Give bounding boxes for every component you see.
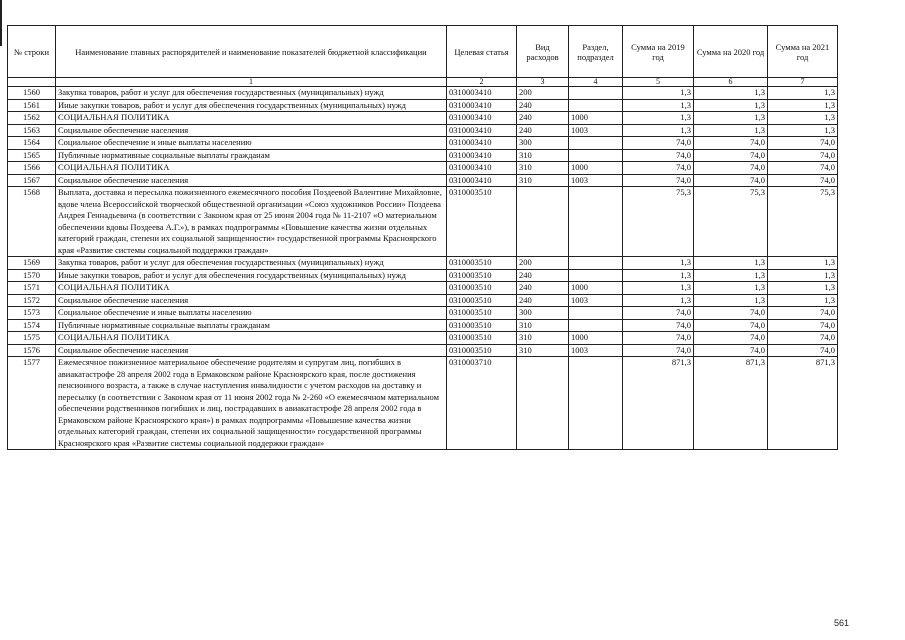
row-expense-type: 310 xyxy=(517,344,569,357)
row-sum-2019: 74,0 xyxy=(623,174,694,187)
table-row xyxy=(8,319,838,332)
table-row xyxy=(8,294,838,307)
row-expense-type: 200 xyxy=(517,87,569,100)
row-sum-2019: 74,0 xyxy=(623,307,694,320)
row-sum-2019: 74,0 xyxy=(623,162,694,175)
row-number: 1571 xyxy=(8,282,56,295)
page-edge-mark xyxy=(0,0,2,46)
row-target-article: 0310003510 xyxy=(447,294,517,307)
header-section: Раздел, подраздел xyxy=(569,26,623,78)
row-number: 1566 xyxy=(8,162,56,175)
row-name: Социальное обеспечение и иные выплаты населению xyxy=(56,307,447,320)
table-row xyxy=(8,257,838,270)
row-number: 1568 xyxy=(8,187,56,257)
header-name: Наименование главных распорядителей и наименование показателей бюджетной классификации xyxy=(56,26,447,78)
row-sum-2020: 74,0 xyxy=(694,137,768,150)
row-sum-2021: 75,3 xyxy=(768,187,838,257)
row-target-article: 0310003410 xyxy=(447,137,517,150)
row-target-article: 0310003410 xyxy=(447,99,517,112)
row-sum-2019: 74,0 xyxy=(623,332,694,345)
row-number: 1572 xyxy=(8,294,56,307)
table-row xyxy=(8,162,838,175)
row-number: 1562 xyxy=(8,112,56,125)
row-sum-2019: 1,3 xyxy=(623,112,694,125)
header-sum-2020: Сумма на 2020 год xyxy=(694,26,768,78)
row-target-article: 0310003510 xyxy=(447,269,517,282)
row-sum-2021: 74,0 xyxy=(768,332,838,345)
row-sum-2020: 1,3 xyxy=(694,257,768,270)
table-row xyxy=(8,87,838,100)
row-sum-2019: 1,3 xyxy=(623,269,694,282)
row-name: Закупка товаров, работ и услуг для обеспечения государственных (муниципальных) нужд xyxy=(56,87,447,100)
column-number: 2 xyxy=(447,78,517,87)
table-row xyxy=(8,282,838,295)
row-target-article: 0310003510 xyxy=(447,187,517,257)
row-sum-2020: 74,0 xyxy=(694,344,768,357)
table-row xyxy=(8,137,838,150)
row-sum-2020: 74,0 xyxy=(694,149,768,162)
table-row xyxy=(8,344,838,357)
row-target-article: 0310003410 xyxy=(447,87,517,100)
column-number: 4 xyxy=(569,78,623,87)
row-target-article: 0310003410 xyxy=(447,174,517,187)
row-sum-2020: 74,0 xyxy=(694,332,768,345)
row-section xyxy=(569,357,623,450)
row-sum-2021: 74,0 xyxy=(768,137,838,150)
row-sum-2020: 1,3 xyxy=(694,87,768,100)
row-sum-2019: 1,3 xyxy=(623,87,694,100)
row-sum-2021: 74,0 xyxy=(768,174,838,187)
row-sum-2021: 1,3 xyxy=(768,269,838,282)
row-target-article: 0310003410 xyxy=(447,162,517,175)
row-expense-type: 240 xyxy=(517,112,569,125)
row-sum-2019: 74,0 xyxy=(623,344,694,357)
row-section xyxy=(569,257,623,270)
row-sum-2020: 871,3 xyxy=(694,357,768,450)
row-number: 1565 xyxy=(8,149,56,162)
row-sum-2020: 74,0 xyxy=(694,162,768,175)
row-section xyxy=(569,187,623,257)
row-sum-2021: 74,0 xyxy=(768,344,838,357)
row-expense-type xyxy=(517,187,569,257)
row-sum-2019: 1,3 xyxy=(623,294,694,307)
row-sum-2021: 1,3 xyxy=(768,124,838,137)
row-target-article: 0310003510 xyxy=(447,282,517,295)
column-number: 1 xyxy=(56,78,447,87)
row-expense-type: 310 xyxy=(517,174,569,187)
row-sum-2021: 74,0 xyxy=(768,162,838,175)
row-section xyxy=(569,149,623,162)
row-section: 1000 xyxy=(569,282,623,295)
row-name: Иные закупки товаров, работ и услуг для обеспечения государственных (муниципальных) нужд xyxy=(56,99,447,112)
row-number: 1563 xyxy=(8,124,56,137)
header-row-number: № строки xyxy=(8,26,56,78)
header-row xyxy=(8,26,838,78)
row-name: Социальное обеспечение населения xyxy=(56,124,447,137)
row-target-article: 0310003710 xyxy=(447,357,517,450)
row-expense-type: 310 xyxy=(517,149,569,162)
row-sum-2021: 74,0 xyxy=(768,149,838,162)
row-name: Иные закупки товаров, работ и услуг для обеспечения государственных (муниципальных) нужд xyxy=(56,269,447,282)
row-sum-2021: 1,3 xyxy=(768,87,838,100)
row-expense-type: 240 xyxy=(517,99,569,112)
row-section: 1003 xyxy=(569,344,623,357)
row-name: Выплата, доставка и пересылка пожизненного ежемесячного пособия Поздеевой Валентине Михайловне, вдове члена Всероссийской творческой общественной организации «Союз художников России» Поздеева Андрея Геннадьевича (в соответствии с Законом края от 25 июня 2004 года № 11-2107 «О материальном обеспечении вдовы Поздеева А.Г.»), в рамках подпрограммы «Повышение качества жизни отдельных категорий граждан, степени их социальной защищенности» государственной программы Красноярского края «Развитие системы социальной поддержки граждан» xyxy=(56,187,447,257)
row-number: 1567 xyxy=(8,174,56,187)
header-sum-2021: Сумма на 2021 год xyxy=(768,26,838,78)
row-section xyxy=(569,307,623,320)
row-section: 1000 xyxy=(569,332,623,345)
row-target-article: 0310003510 xyxy=(447,344,517,357)
row-name: Ежемесячное пожизненное материальное обеспечение родителям и супругам лиц, погибших в авиакатастрофе 28 апреля 2002 года в Ермаковском районе Красноярского края, после достижения пенсионного возраста, а также в случае наступления инвалидности с учетом расходов на доставку и пересылку (в соответствии с Законом края от 11 июня 2002 года № 2-260 «О ежемесячном материальном обеспечении родственников погибших и лиц, пострадавших в авиакатастрофе 28 апреля 2002 года в Ермаковском районе Красноярского края») в рамках подпрограммы «Повышение качества жизни отдельных категорий граждан, степени их социальной защищенности» государственной программы Красноярского края «Развитие системы социальной поддержки граждан» xyxy=(56,357,447,450)
row-number: 1575 xyxy=(8,332,56,345)
row-section xyxy=(569,269,623,282)
column-number: 6 xyxy=(694,78,768,87)
row-section: 1000 xyxy=(569,112,623,125)
row-expense-type: 310 xyxy=(517,332,569,345)
table-row xyxy=(8,149,838,162)
row-expense-type: 240 xyxy=(517,269,569,282)
table-row xyxy=(8,99,838,112)
row-name: Публичные нормативные социальные выплаты гражданам xyxy=(56,319,447,332)
table-row xyxy=(8,269,838,282)
row-section: 1003 xyxy=(569,294,623,307)
row-expense-type: 300 xyxy=(517,137,569,150)
row-sum-2021: 871,3 xyxy=(768,357,838,450)
table-row xyxy=(8,112,838,125)
row-target-article: 0310003510 xyxy=(447,332,517,345)
row-expense-type xyxy=(517,357,569,450)
table-row xyxy=(8,124,838,137)
row-sum-2019: 1,3 xyxy=(623,99,694,112)
row-sum-2019: 871,3 xyxy=(623,357,694,450)
row-number: 1573 xyxy=(8,307,56,320)
row-number: 1564 xyxy=(8,137,56,150)
row-number: 1560 xyxy=(8,87,56,100)
row-target-article: 0310003510 xyxy=(447,319,517,332)
column-number: 7 xyxy=(768,78,838,87)
row-target-article: 0310003410 xyxy=(447,112,517,125)
row-number: 1574 xyxy=(8,319,56,332)
row-sum-2021: 1,3 xyxy=(768,282,838,295)
page-number: 561 xyxy=(833,618,849,628)
row-name: Публичные нормативные социальные выплаты гражданам xyxy=(56,149,447,162)
row-target-article: 0310003410 xyxy=(447,149,517,162)
table-row xyxy=(8,332,838,345)
row-name: Социальное обеспечение и иные выплаты населению xyxy=(56,137,447,150)
row-expense-type: 300 xyxy=(517,307,569,320)
row-expense-type: 310 xyxy=(517,162,569,175)
row-sum-2021: 1,3 xyxy=(768,294,838,307)
row-name: Социальное обеспечение населения xyxy=(56,294,447,307)
row-name: СОЦИАЛЬНАЯ ПОЛИТИКА xyxy=(56,112,447,125)
budget-table xyxy=(7,25,838,450)
row-sum-2019: 75,3 xyxy=(623,187,694,257)
row-number: 1577 xyxy=(8,357,56,450)
row-section: 1003 xyxy=(569,124,623,137)
header-target-article: Целевая статья xyxy=(447,26,517,78)
row-name: Социальное обеспечение населения xyxy=(56,344,447,357)
header-sum-2019: Сумма на 2019 год xyxy=(623,26,694,78)
row-sum-2019: 74,0 xyxy=(623,137,694,150)
row-sum-2020: 74,0 xyxy=(694,174,768,187)
column-number: 3 xyxy=(517,78,569,87)
column-number xyxy=(8,78,56,87)
row-section xyxy=(569,137,623,150)
column-number-row xyxy=(8,78,838,87)
row-sum-2020: 1,3 xyxy=(694,269,768,282)
table-row xyxy=(8,187,838,257)
row-name: СОЦИАЛЬНАЯ ПОЛИТИКА xyxy=(56,162,447,175)
row-target-article: 0310003510 xyxy=(447,257,517,270)
row-name: Закупка товаров, работ и услуг для обеспечения государственных (муниципальных) нужд xyxy=(56,257,447,270)
row-sum-2021: 74,0 xyxy=(768,319,838,332)
row-section xyxy=(569,99,623,112)
row-sum-2019: 1,3 xyxy=(623,124,694,137)
row-section xyxy=(569,319,623,332)
row-sum-2021: 1,3 xyxy=(768,99,838,112)
table-row xyxy=(8,307,838,320)
row-expense-type: 310 xyxy=(517,319,569,332)
table-row xyxy=(8,174,838,187)
row-name: СОЦИАЛЬНАЯ ПОЛИТИКА xyxy=(56,332,447,345)
row-sum-2019: 74,0 xyxy=(623,149,694,162)
row-sum-2019: 1,3 xyxy=(623,257,694,270)
row-expense-type: 200 xyxy=(517,257,569,270)
row-sum-2020: 1,3 xyxy=(694,124,768,137)
row-number: 1569 xyxy=(8,257,56,270)
row-sum-2020: 1,3 xyxy=(694,112,768,125)
row-sum-2020: 75,3 xyxy=(694,187,768,257)
row-expense-type: 240 xyxy=(517,124,569,137)
row-number: 1561 xyxy=(8,99,56,112)
row-sum-2021: 1,3 xyxy=(768,257,838,270)
row-sum-2020: 1,3 xyxy=(694,99,768,112)
row-expense-type: 240 xyxy=(517,294,569,307)
row-sum-2021: 1,3 xyxy=(768,112,838,125)
row-target-article: 0310003410 xyxy=(447,124,517,137)
row-sum-2020: 74,0 xyxy=(694,319,768,332)
row-section xyxy=(569,87,623,100)
row-sum-2020: 1,3 xyxy=(694,294,768,307)
header-expense-type: Вид расходов xyxy=(517,26,569,78)
row-sum-2020: 74,0 xyxy=(694,307,768,320)
row-number: 1570 xyxy=(8,269,56,282)
row-sum-2020: 1,3 xyxy=(694,282,768,295)
table-row xyxy=(8,357,838,450)
row-number: 1576 xyxy=(8,344,56,357)
row-sum-2019: 74,0 xyxy=(623,319,694,332)
row-sum-2021: 74,0 xyxy=(768,307,838,320)
row-name: Социальное обеспечение населения xyxy=(56,174,447,187)
row-section: 1000 xyxy=(569,162,623,175)
row-target-article: 0310003510 xyxy=(447,307,517,320)
row-name: СОЦИАЛЬНАЯ ПОЛИТИКА xyxy=(56,282,447,295)
row-sum-2019: 1,3 xyxy=(623,282,694,295)
row-section: 1003 xyxy=(569,174,623,187)
column-number: 5 xyxy=(623,78,694,87)
row-expense-type: 240 xyxy=(517,282,569,295)
